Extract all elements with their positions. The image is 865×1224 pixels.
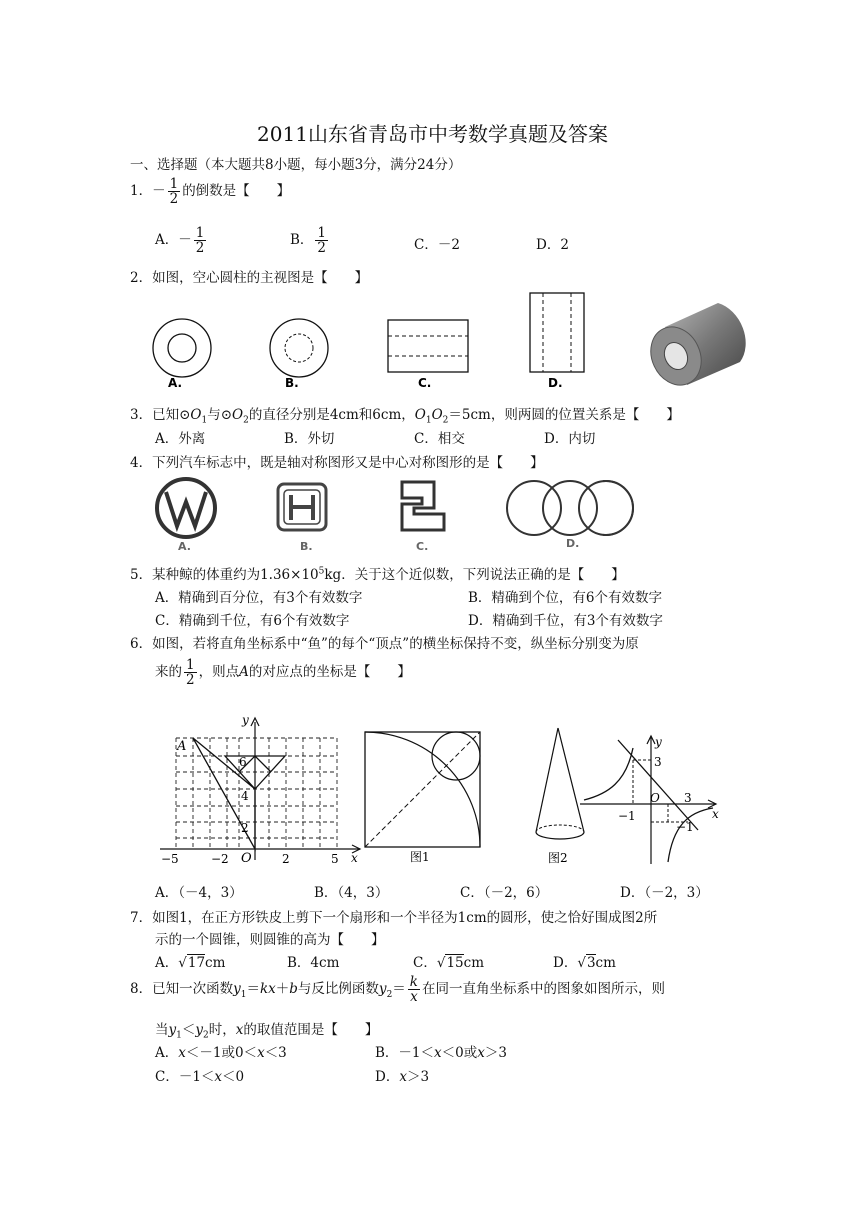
- function-graph-figure: [578, 730, 728, 872]
- q1-option-b: B． $\frac{1}{2}$: [290, 225, 327, 257]
- q5-option-d: D．精确到千位，有3个有效数字: [468, 613, 663, 629]
- fish-x-tick: 2: [282, 852, 290, 866]
- fish-x-tick: −2: [211, 852, 229, 866]
- q2-label-d: D.: [548, 376, 563, 390]
- q6-option-c: C．（－2，6）: [460, 885, 549, 901]
- fish-x-tick: 5: [331, 852, 339, 866]
- q8-option-a: A．x＜－1或0＜x＜3: [155, 1045, 287, 1061]
- q4-label-c: C.: [416, 540, 429, 553]
- graph-y-tick-neg1: −1: [676, 820, 694, 834]
- figure-1-square: [360, 728, 490, 868]
- q5-option-c: C．精确到千位，有6个有效数字: [155, 613, 350, 629]
- q5-option-a: A．精确到百分位，有3个有效数字: [155, 590, 363, 606]
- fish-y-tick: 2: [241, 821, 249, 835]
- q4-label-d: D.: [566, 537, 580, 550]
- q1-option-c: C．－2: [414, 237, 460, 253]
- q2-figure-b: [270, 319, 328, 390]
- q1-a-fraction: $\frac{1}{2}$: [195, 225, 205, 257]
- q1-option-d: D．2: [536, 237, 569, 253]
- q2-figures: [140, 285, 760, 400]
- q1-minus: －: [152, 183, 166, 200]
- q6-fraction: $\frac{1}{2}$: [186, 657, 195, 689]
- q1-fraction: $\frac{1}{2}$: [169, 176, 179, 208]
- sqrt-icon: √: [436, 955, 446, 971]
- q8-option-d: D．x＞3: [375, 1069, 430, 1085]
- q1-option-a: A．－ $\frac{1}{2}$: [155, 225, 205, 257]
- question-4: 4．下列汽车标志中，既是轴对称图形又是中心对称图形的是【 】: [130, 455, 544, 471]
- question-8-line2: 当$y_1<y_2$时，x的取值范围是【 】: [155, 1022, 379, 1041]
- hyperbola-branch-2: [668, 808, 713, 862]
- hollow-cylinder-image: [642, 303, 746, 393]
- q3-option-a: A．外离: [155, 431, 206, 447]
- page-title: 2011山东省青岛市中考数学真题及答案: [257, 122, 608, 146]
- q2-figure-d: [530, 293, 584, 390]
- graph-y-tick-3: 3: [654, 755, 662, 769]
- question-5: 5．某种鲸的体重约为$1.36\times 10^5kg$．关于这个近似数，下列说法正确的是【 】: [130, 566, 625, 583]
- question-2: 2．如图，空心圆柱的主视图是【 】: [130, 270, 369, 286]
- q3-option-b: B．外切: [284, 431, 335, 447]
- fish-point-a-label: A: [177, 739, 187, 754]
- sqrt-icon: √: [577, 955, 586, 971]
- graph-y-label: y: [655, 735, 662, 749]
- q6-option-d: D．（－2，3）: [620, 885, 709, 901]
- honda-logo: [278, 484, 326, 553]
- question-1: [130, 177, 290, 206]
- section-heading: 一、选择题（本大题共8小题，每小题3分，满分24分）: [130, 157, 462, 173]
- sqrt-icon: √: [178, 955, 187, 971]
- fish-coordinate-figure: [155, 712, 365, 872]
- q6-option-b: B．（4，3）: [314, 885, 389, 901]
- fish-y-tick: 6: [239, 755, 247, 769]
- question-3: 3．已知$⊙O_1$与$⊙O_2$的直径分别是4cm和6cm，$O_1O_2=5cm$，则两圆的位置关系是【 】: [130, 407, 680, 426]
- q8-fraction: $\frac{k}{x}$: [409, 974, 418, 1006]
- q2-label-a: A.: [168, 376, 183, 390]
- q8-option-c: C．－1＜x＜0: [155, 1069, 245, 1085]
- q2-figure-a: [153, 319, 211, 390]
- graph-x-label: x: [712, 807, 719, 821]
- q1-b-fraction: $\frac{1}{2}$: [317, 225, 327, 257]
- graph-x-tick-3: 3: [684, 791, 692, 805]
- fish-grid: [176, 738, 337, 849]
- graph-x-tick-neg1: −1: [618, 809, 636, 823]
- fish-y-label: y: [242, 713, 249, 727]
- fish-x-tick: −5: [161, 852, 179, 866]
- graph-origin-label: O: [650, 791, 660, 805]
- fish-x-label: x: [351, 851, 358, 865]
- fish-y-tick: 4: [241, 789, 249, 803]
- q1-text: 的倒数是【 】: [182, 183, 291, 200]
- q6-option-a: A．（－4，3）: [155, 885, 243, 901]
- q8-option-b: B．－1＜x＜0或x＞3: [375, 1045, 507, 1061]
- question-7-line2: 示的一个圆锥，则圆锥的高为【 】: [155, 932, 385, 948]
- hyperbola-branch-1: [584, 748, 633, 800]
- q5-option-b: B．精确到个位，有6个有效数字: [468, 590, 663, 606]
- q4-label-b: B.: [300, 540, 313, 553]
- fish-origin-label: O: [241, 851, 252, 866]
- question-6-line1: 6．如图，若将直角坐标系中“鱼”的每个“顶点”的横坐标保持不变，纵坐标分别变为原: [130, 636, 639, 652]
- q4-label-a: A.: [178, 540, 191, 553]
- q7-option-b: B．4cm: [287, 955, 340, 971]
- question-8-line1: 8．已知一次函数$y_1=kx+b$与反比例函数$y_2=$ $\frac{k}{x}$ 在同一直角坐标系中的图象如图所示，则: [130, 974, 665, 1006]
- q2-figure-c: [388, 320, 468, 390]
- q2-label-c: C.: [418, 376, 432, 390]
- q7-option-a: A．√17cm: [155, 955, 226, 971]
- q2-label-b: B.: [285, 376, 299, 390]
- figure-1-caption: 图1: [410, 850, 430, 864]
- q7-option-d: D．√3cm: [553, 955, 616, 971]
- fourth-ring: [603, 470, 643, 550]
- vw-logo: [157, 479, 215, 553]
- q1-number: 1．: [130, 183, 153, 200]
- figure-2-caption: 图2: [548, 851, 568, 865]
- q3-option-d: D．内切: [544, 431, 596, 447]
- question-6-line2: 来的 $\frac{1}{2}$ ，则点A的对应点的坐标是【 】: [155, 657, 411, 689]
- q4-car-logos: [148, 470, 648, 555]
- q7-option-c: C．√15cm: [413, 955, 485, 971]
- question-7-line1: 7．如图1，在正方形铁皮上剪下一个扇形和一个半径为1cm的圆形，使之恰好围成图2所: [130, 910, 658, 926]
- q3-option-c: C．相交: [414, 431, 465, 447]
- square-logo: [402, 482, 444, 553]
